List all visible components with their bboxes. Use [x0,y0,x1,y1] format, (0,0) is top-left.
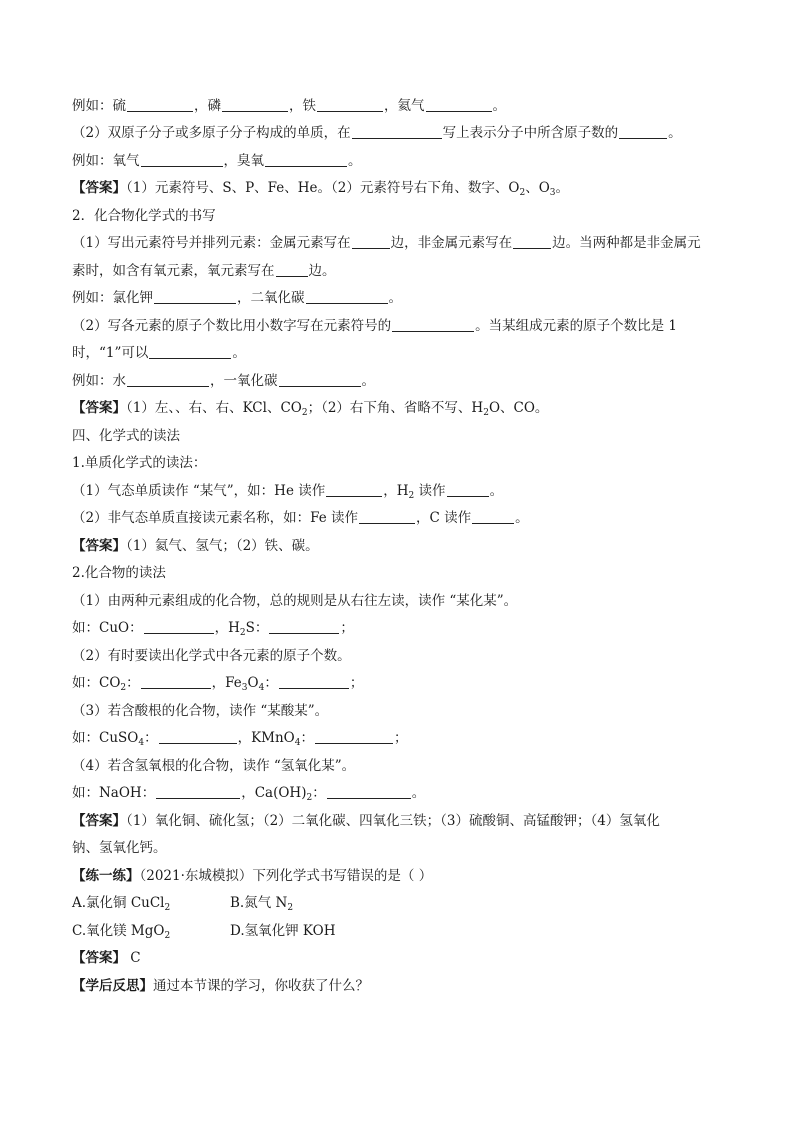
compound-rule-line: 素时，如含有氧元素，氧元素写在 边。 [72,263,336,279]
blank[interactable] [127,97,193,112]
option-b[interactable]: B.氮气 $N_2$ [230,895,294,913]
blank[interactable] [265,152,347,167]
answer-line: 【答案】（1）氦气、氢气；（2）铁、碳。 [72,538,319,554]
example-line: 如：NaOH： ，$Ca(OH)_2$： 。 [72,785,426,803]
diatomic-line: （2）双原子分子或多原子分子构成的单质，在 写上表示分子中所含原子数的 。 [72,125,682,141]
blank[interactable] [326,482,382,497]
blank[interactable] [426,97,492,112]
blank[interactable] [222,97,288,112]
subsection-heading: 2.化合物的读法 [72,565,166,581]
blank[interactable] [149,344,231,359]
answer-line: 【答案】（1）元素符号、S、P、Fe、He。（2）元素符号右下角、数字、$O_2$、$O_3$。 [72,180,570,198]
subscript-rule-line: （2）写各元素的原子个数比用小数字写在元素符号的 。当某组成元素的原子个数比是 1 [72,318,677,334]
example-line: 如：$CO_2$： ，$Fe_3O_4$： ； [72,675,364,693]
blank[interactable] [156,784,240,799]
reflection-line: 【学后反思】通过本节课的学习，你收获了什么？ [72,978,369,994]
blank[interactable] [269,619,339,634]
compound-reading-rule: （4）若含氢氧根的化合物，读作 “氢氧化某”。 [72,758,356,774]
blank[interactable] [306,289,388,304]
compound-rule-line: （1）写出元素符号并排列元素：金属元素写在 边，非金属元素写在 边。当两种都是非金属元 [72,235,701,251]
blank[interactable] [327,784,411,799]
example-line: 例如：氯化钾 ，二氧化碳 。 [72,290,402,306]
compound-reading-rule: （3）若含酸根的化合物，读作 “某酸某”。 [72,703,329,719]
example-line: 例如：水 ，一氧化碳 。 [72,373,375,389]
section-heading: 四、化学式的读法 [72,428,180,444]
blank[interactable] [352,124,442,139]
example-sulfur-line: 例如：硫 ，磷 ，铁 ，氦气 。 [72,98,506,114]
blank[interactable] [315,729,393,744]
compound-reading-rule: （2）有时要读出化学式中各元素的原子个数。 [72,648,351,664]
subsection-heading: 1.单质化学式的读法： [72,455,207,471]
option-d[interactable]: D.氢氧化钾 KOH [230,923,336,939]
blank[interactable] [392,317,474,332]
answer-line: 【答案】（1）氧化铜、硫化氢；（2）二氧化碳、四氧化三铁；（3）硫酸铜、高锰酸钾；（4）氢氧化 [72,813,660,829]
example-line: 如：CuO： ，$H_2S$： ； [72,620,354,638]
blank[interactable] [154,289,236,304]
option-c[interactable]: C.氧化镁 MgO$_2$ [72,923,171,941]
section-heading: 2．化合物化学式的书写 [72,208,216,224]
example-oxygen-line: 例如：氧气 ，臭氧 。 [72,153,362,169]
compound-reading-rule: （1）由两种元素组成的化合物，总的规则是从右往左读，读作 “某化某”。 [72,593,518,609]
answer-line-continued: 钠、氢氧化钙。 [72,840,167,856]
blank[interactable] [619,124,667,139]
blank[interactable] [159,729,237,744]
blank[interactable] [141,674,211,689]
blank[interactable] [359,509,415,524]
option-row [72,893,732,913]
option-a[interactable]: A.氯化铜 CuCl$_2$ [72,895,171,913]
practice-question: 【练一练】（2021·东城模拟）下列化学式书写错误的是（ ） [72,868,433,884]
blank[interactable] [144,619,214,634]
blank[interactable] [279,372,361,387]
gas-element-line: （1）气态单质读作 “某气”，如：He 读作 ，$H_2$ 读作 。 [72,483,504,501]
blank[interactable] [513,234,551,249]
blank[interactable] [127,372,209,387]
blank[interactable] [276,262,308,277]
blank[interactable] [141,152,223,167]
blank[interactable] [279,674,349,689]
answer-line: 【答案】（1）左、、右、右、KCl、$CO_2$；（2）右下角、省略不写、$H_2O$、CO。 [72,400,549,418]
blank[interactable] [317,97,383,112]
option-row [72,921,732,941]
nongas-element-line: （2）非气态单质直接读元素名称，如：Fe 读作 ，C 读作 。 [72,510,529,526]
blank[interactable] [447,482,489,497]
answer-line: 【答案】 C [72,950,141,966]
blank[interactable] [352,234,390,249]
example-line: 如：CuSO$_4$： ，KMnO$_4$： ； [72,730,408,748]
blank[interactable] [472,509,514,524]
subscript-rule-line: 时，“1”可以 。 [72,345,246,361]
